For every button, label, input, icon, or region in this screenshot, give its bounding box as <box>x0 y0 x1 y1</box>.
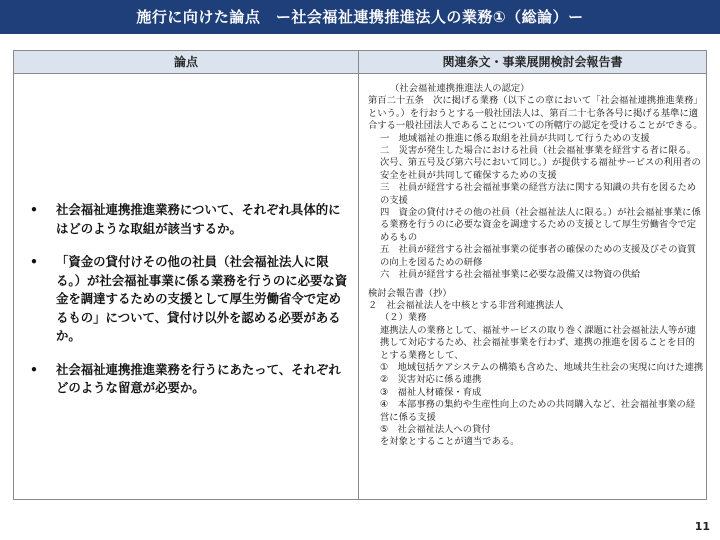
header-ronten: 論点 <box>173 55 198 69</box>
comparison-table <box>13 50 707 500</box>
page-number: 11 <box>694 520 710 533</box>
slide-title: 施行に向けた論点 ー社会福祉連携推進法人の業務①（総論）ー <box>0 0 720 34</box>
article-line: ２ 社会福祉法人を中核とする非営利連携法人 <box>368 299 564 311</box>
article-line: ⑤ 社会福祉法人への貸付 <box>380 423 491 435</box>
article-line: ① 地域包括ケアシステムの構築も含めた、地域共生社会の実現に向けた連携 <box>380 361 704 373</box>
related-articles-column <box>368 83 704 449</box>
article-line: 検討会報告書（抄） <box>368 287 452 299</box>
bullet-icon: • <box>30 202 38 217</box>
article-line: （２）業務 <box>380 312 427 324</box>
table-header-row <box>14 51 706 74</box>
article-line: 四 資金の貸付けその他の社員（社会福祉法人に限る。）が社会福祉事業に係る業務を行うのに必要な資金を調達するための支援として厚生労働省令で定めるもの <box>380 207 701 243</box>
bullet-icon: • <box>30 361 38 377</box>
article-line: 三 社員が経営する社会福祉事業の経営方法に関する知識の共有を図るための支援 <box>380 182 697 206</box>
header-related-articles: 関連条文・事業展開検討会報告書 <box>442 55 623 69</box>
article-line: を対象とすることが適当である。 <box>380 436 520 448</box>
issue-text: 「資金の貸付けその他の社員（社会福祉法人に限る。）が社会福祉事業に係る業務を行うのに必要な資金を調達するための支援として厚生労働省令で定めるもの」について、貸付け以外を認める必要があるか。 <box>56 254 348 343</box>
issue-text: 社会福祉連携推進業務について、それぞれ具体的にはどのような取組が該当するか。 <box>56 202 341 236</box>
issue-item <box>26 361 352 398</box>
article-line: 一 地域福祉の推進に係る取組を社員が共同して行うための支援 <box>380 132 650 144</box>
article-line: 六 社員が経営する社会福祉事業に必要な設備又は物資の供給 <box>380 269 641 281</box>
issue-text: 社会福祉連携推進業務を行うにあたって、それぞれどのような留意が必要か。 <box>56 361 341 395</box>
article-line: 二 災害が発生した場合における社員（社会福祉事業を経営する者に限る。次号、第五号及び第六号において同じ。）が提供する福祉サービスの利用者の安全を社員が共同して確保するための支援 <box>380 145 701 181</box>
column-divider <box>358 51 359 499</box>
article-line: ④ 本部事務の集約や生産性向上のための共同購入など、社会福祉事業の経営に係る支援 <box>380 399 696 423</box>
article-line: （社会福祉連携推進法人の認定） <box>390 83 530 94</box>
bullet-icon: • <box>30 254 38 269</box>
article-line: ② 災害対応に係る連携 <box>380 374 482 386</box>
issue-item <box>26 253 352 346</box>
article-line: ③ 福祉人材確保・育成 <box>380 386 482 398</box>
issue-item <box>26 201 352 238</box>
issues-column <box>26 201 352 413</box>
article-line: 連携法人の業務として、福祉サービスの取り巻く課題に社会福祉法人等が連携して対応するため、社会福祉事業を行わず、連携の推進を図ることを目的とする業務として、 <box>380 324 696 361</box>
article-line: 五 社員が経営する社会福祉事業の従事者の確保のための支援及びその資質の向上を図るための研修 <box>380 244 697 268</box>
article-line: 第百二十五条 次に掲げる業務（以下この章において「社会福祉連携推進業務」という。）を行おうとする一般社団法人は、第百二十七条各号に掲げる基準に適合する一般社団法人であることについての所轄庁の認定を受けることができる。 <box>368 95 703 132</box>
